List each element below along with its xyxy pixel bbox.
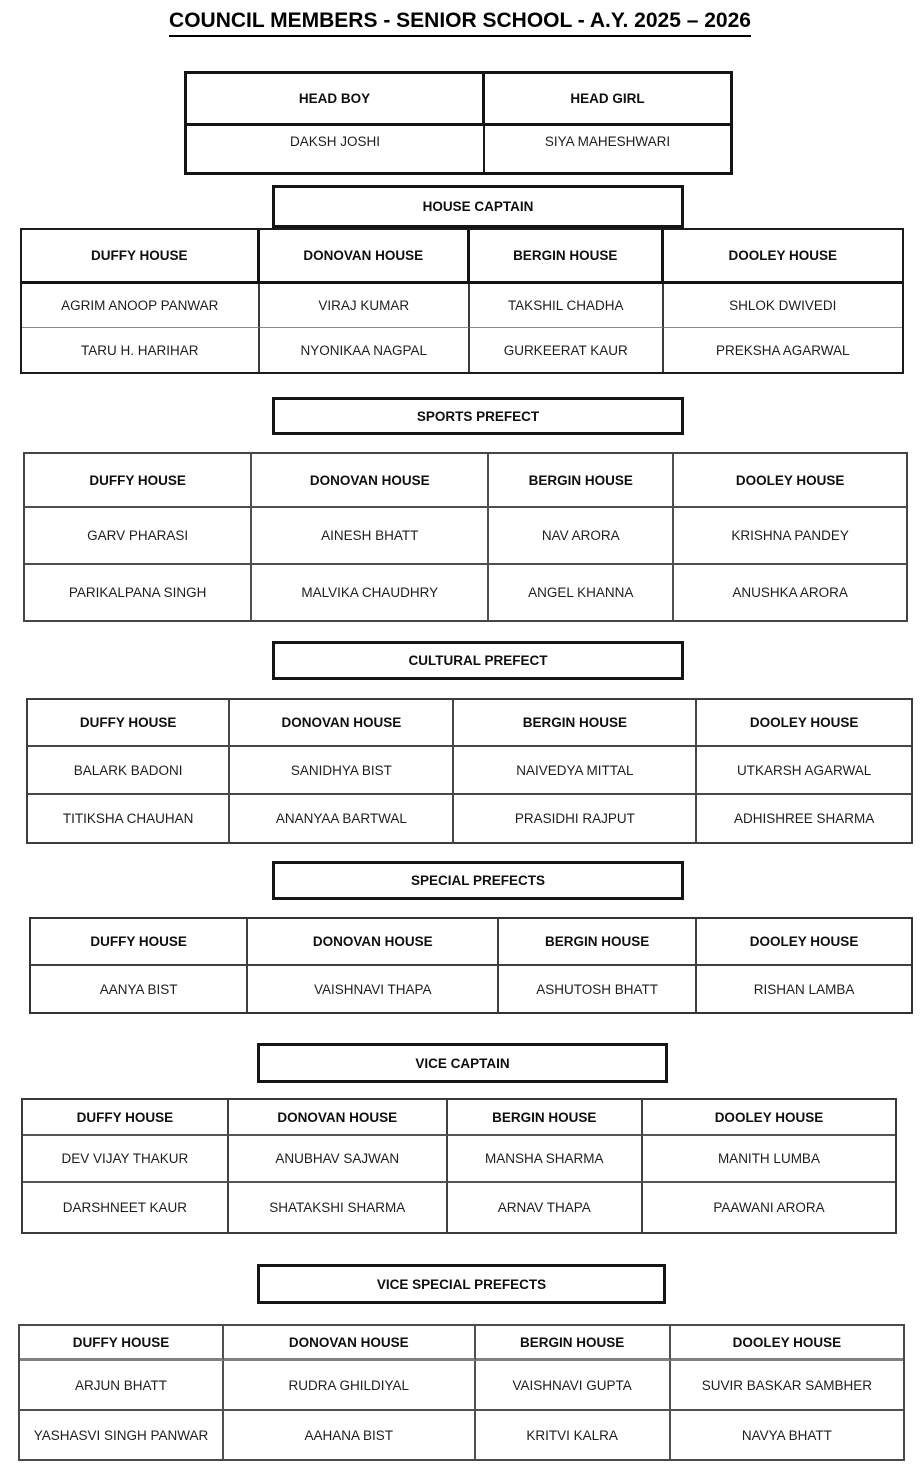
member-name: GARV PHARASI	[25, 508, 252, 565]
head-girl-header: HEAD GIRL	[485, 74, 730, 126]
cultural-prefect-table	[26, 698, 913, 844]
member-name: MANSHA SHARMA	[448, 1136, 643, 1183]
member-name: NAV ARORA	[489, 508, 674, 565]
column-header-duffy-house: DUFFY HOUSE	[25, 454, 252, 508]
head-girl-name: SIYA MAHESHWARI	[544, 134, 671, 149]
column-header-bergin-house: BERGIN HOUSE	[454, 700, 697, 747]
member-name: NAIVEDYA MITTAL	[454, 747, 697, 795]
member-name: UTKARSH AGARWAL	[697, 747, 911, 795]
member-name: TAKSHIL CHADHA	[470, 284, 664, 328]
member-name: AAHANA BIST	[224, 1411, 476, 1459]
column-header-donovan-house: DONOVAN HOUSE	[230, 700, 454, 747]
column-header-duffy-house: DUFFY HOUSE	[28, 700, 230, 747]
column-header-dooley-house: DOOLEY HOUSE	[643, 1100, 895, 1136]
member-name: SANIDHYA BIST	[230, 747, 454, 795]
house-captain-table	[20, 228, 904, 374]
section-label-cultural-prefect: CULTURAL PREFECT	[272, 641, 684, 680]
member-name: MALVIKA CHAUDHRY	[252, 565, 489, 620]
member-name: SUVIR BASKAR SAMBHER	[671, 1361, 903, 1411]
column-header-duffy-house: DUFFY HOUSE	[31, 919, 248, 966]
member-name: TARU H. HARIHAR	[22, 328, 260, 372]
column-header-bergin-house: BERGIN HOUSE	[499, 919, 697, 966]
member-name: DARSHNEET KAUR	[23, 1183, 229, 1232]
member-name: ARNAV THAPA	[448, 1183, 643, 1232]
member-name: KRITVI KALRA	[476, 1411, 671, 1459]
member-name: ASHUTOSH BHATT	[499, 966, 697, 1012]
section-label-sports-prefect: SPORTS PREFECT	[272, 397, 684, 435]
section-label-vice-captain: VICE CAPTAIN	[257, 1043, 668, 1083]
member-name: RUDRA GHILDIYAL	[224, 1361, 476, 1411]
member-name: ANUSHKA ARORA	[732, 585, 848, 600]
member-name: PARIKALPANA SINGH	[25, 565, 252, 620]
member-name: ANGEL KHANNA	[489, 565, 674, 620]
member-name: PAAWANI ARORA	[713, 1200, 825, 1215]
member-name: VAISHNAVI GUPTA	[476, 1361, 671, 1411]
column-header-dooley-house: DOOLEY HOUSE	[697, 700, 911, 747]
head-boy-header: HEAD BOY	[187, 74, 485, 126]
member-name: VAISHNAVI THAPA	[248, 966, 499, 1012]
member-name: ANUBHAV SAJWAN	[229, 1136, 448, 1183]
column-header-dooley-house: DOOLEY HOUSE	[664, 230, 902, 284]
member-name: DEV VIJAY THAKUR	[23, 1136, 229, 1183]
member-name: MANITH LUMBA	[643, 1136, 895, 1183]
special-prefects-table	[29, 917, 913, 1014]
member-name: SHATAKSHI SHARMA	[229, 1183, 448, 1232]
column-header-donovan-house: DONOVAN HOUSE	[252, 454, 489, 508]
member-name: PRASIDHI RAJPUT	[454, 795, 697, 842]
column-header-duffy-house: DUFFY HOUSE	[20, 1326, 224, 1361]
column-header-bergin-house: BERGIN HOUSE	[470, 230, 664, 284]
member-name: YASHASVI SINGH PANWAR	[20, 1411, 224, 1459]
column-header-duffy-house: DUFFY HOUSE	[22, 230, 260, 284]
page-title-text: COUNCIL MEMBERS - SENIOR SCHOOL - A.Y. 2025 – 2026	[169, 9, 751, 37]
member-name: PREKSHA AGARWAL	[715, 342, 850, 358]
section-label-vice-special-prefects: VICE SPECIAL PREFECTS	[257, 1264, 666, 1304]
page-title	[0, 9, 920, 37]
column-header-donovan-house: DONOVAN HOUSE	[229, 1100, 448, 1136]
vice-captain-table	[21, 1098, 897, 1234]
member-name: AINESH BHATT	[252, 508, 489, 565]
member-name: TITIKSHA CHAUHAN	[28, 795, 230, 842]
member-name: KRISHNA PANDEY	[674, 508, 906, 565]
member-name: RISHAN LAMBA	[753, 981, 855, 997]
member-name: BALARK BADONI	[28, 747, 230, 795]
member-name: NYONIKAA NAGPAL	[260, 328, 470, 372]
sports-prefect-table	[23, 452, 908, 622]
member-name: AGRIM ANOOP PANWAR	[22, 284, 260, 328]
section-label-house-captain: HOUSE CAPTAIN	[272, 185, 684, 228]
column-header-donovan-house: DONOVAN HOUSE	[260, 230, 470, 284]
vice-special-prefects-table	[18, 1324, 905, 1461]
member-name: SHLOK DWIVEDI	[664, 284, 902, 328]
member-name: ARJUN BHATT	[20, 1361, 224, 1411]
column-header-donovan-house: DONOVAN HOUSE	[248, 919, 499, 966]
member-name: GURKEERAT KAUR	[470, 328, 664, 372]
member-name: ADHISHREE SHARMA	[733, 811, 875, 826]
column-header-dooley-house: DOOLEY HOUSE	[674, 454, 906, 508]
member-name: VIRAJ KUMAR	[260, 284, 470, 328]
column-header-dooley-house: DOOLEY HOUSE	[671, 1326, 903, 1361]
column-header-bergin-house: BERGIN HOUSE	[448, 1100, 643, 1136]
column-header-dooley-house: DOOLEY HOUSE	[697, 919, 911, 966]
column-header-donovan-house: DONOVAN HOUSE	[224, 1326, 476, 1361]
column-header-bergin-house: BERGIN HOUSE	[489, 454, 674, 508]
column-header-bergin-house: BERGIN HOUSE	[476, 1326, 671, 1361]
section-label-special-prefects: SPECIAL PREFECTS	[272, 861, 684, 900]
member-name: NAVYA BHATT	[741, 1427, 832, 1443]
member-name: AANYA BIST	[31, 966, 248, 1012]
column-header-duffy-house: DUFFY HOUSE	[23, 1100, 229, 1136]
head-boy-name: DAKSH JOSHI	[187, 126, 485, 172]
member-name: ANANYAA BARTWAL	[230, 795, 454, 842]
head-boy-girl-table	[184, 71, 733, 175]
